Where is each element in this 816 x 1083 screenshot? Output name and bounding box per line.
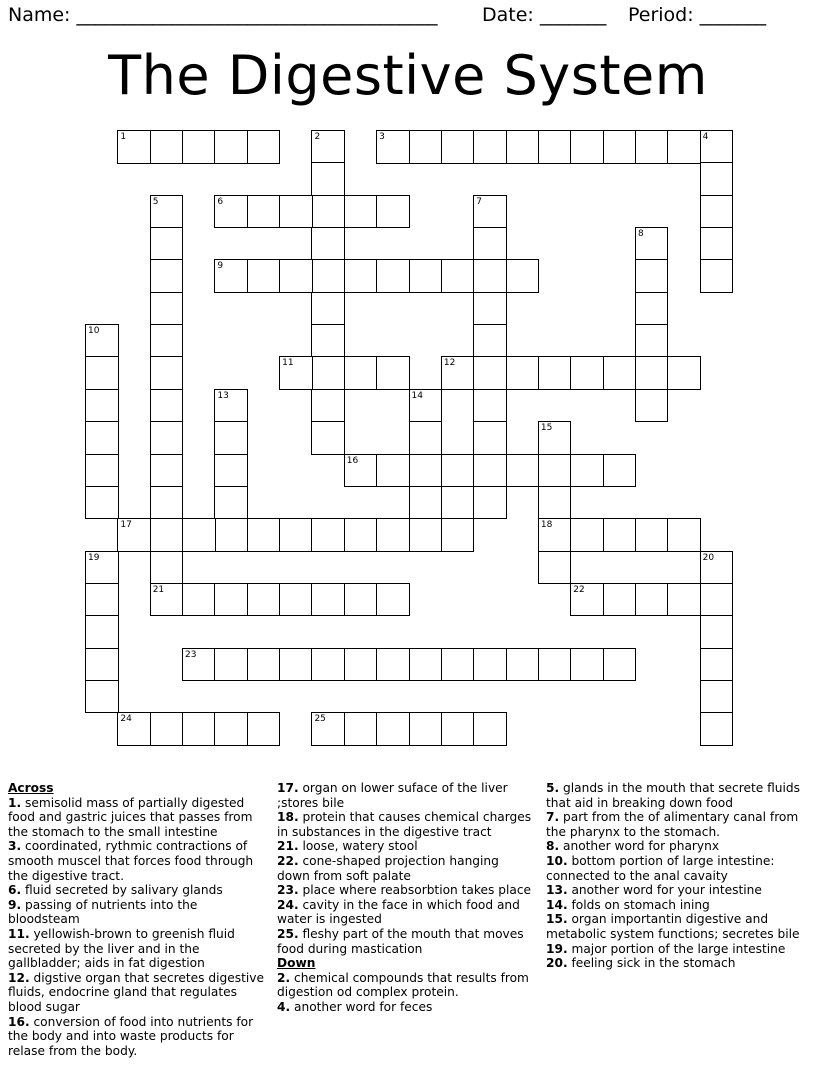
grid-cell[interactable]	[473, 292, 507, 326]
grid-cell[interactable]	[182, 712, 216, 746]
grid-cell[interactable]	[182, 648, 216, 682]
grid-cell[interactable]	[279, 195, 313, 229]
grid-cell[interactable]	[409, 259, 443, 293]
clue-number: 4	[702, 132, 709, 142]
grid-cell[interactable]	[700, 583, 734, 617]
grid-cell[interactable]	[214, 421, 248, 455]
grid-cell[interactable]	[247, 130, 281, 164]
grid-cell[interactable]	[311, 227, 345, 261]
clue-down-15: 15. organ importantin digestive and metabolic system functions; secretes bile	[546, 912, 800, 941]
grid-cell[interactable]	[473, 227, 507, 261]
grid-cell[interactable]	[506, 130, 540, 164]
grid-cell[interactable]	[667, 518, 701, 552]
grid-cell[interactable]	[506, 648, 540, 682]
clue-across-6: 6. fluid secreted by salivary glands	[8, 883, 223, 898]
grid-cell[interactable]	[700, 195, 734, 229]
clue-down-20: 20. feeling sick in the stomach	[546, 956, 736, 971]
clue-number: 6	[217, 196, 224, 207]
grid-cell[interactable]	[409, 712, 443, 746]
grid-cell[interactable]	[311, 712, 345, 746]
clue-across-17: 17. organ on lower suface of the liver ;stores bile	[277, 781, 508, 810]
grid-cell[interactable]	[506, 356, 540, 390]
grid-cell[interactable]	[376, 195, 410, 229]
grid-cell[interactable]	[700, 130, 734, 164]
grid-cell[interactable]	[473, 648, 507, 682]
grid-cell[interactable]	[150, 454, 184, 488]
grid-cell[interactable]	[311, 518, 345, 552]
grid-cell[interactable]	[667, 356, 701, 390]
grid-cell[interactable]	[409, 454, 443, 488]
grid-cell[interactable]	[441, 356, 475, 390]
clue-across-16: 16. conversion of food into nutrients for the body and into waste products for relase from the body.	[8, 1014, 254, 1058]
clue-across-23: 23. place where reabsorbtion takes place	[277, 883, 532, 898]
grid-cell[interactable]	[538, 421, 572, 455]
grid-cell[interactable]	[85, 389, 119, 423]
grid-cell[interactable]	[150, 130, 184, 164]
grid-cell[interactable]	[700, 615, 734, 649]
grid-cell[interactable]	[214, 259, 248, 293]
clue-across-11: 11. yellowish-brown to greenish fluid secreted by the liver and in the gallbladder; aids in fat digestion	[8, 926, 235, 971]
grid-cell[interactable]	[667, 583, 701, 617]
grid-cell[interactable]	[344, 518, 378, 552]
clue-number: 2	[314, 132, 321, 142]
grid-cell[interactable]	[214, 130, 248, 164]
grid-cell[interactable]	[667, 130, 701, 164]
grid-cell[interactable]	[150, 292, 184, 326]
grid-cell[interactable]	[247, 648, 281, 682]
grid-cell[interactable]	[409, 421, 443, 455]
clue-number: 23	[185, 649, 197, 660]
grid-cell[interactable]	[247, 712, 281, 746]
grid-cell[interactable]	[117, 518, 151, 552]
clues-column-3	[546, 781, 810, 971]
grid-cell[interactable]	[473, 454, 507, 488]
clue-across-21: 21. loose, watery stool	[277, 839, 418, 854]
grid-cell[interactable]	[538, 551, 572, 585]
grid-cell[interactable]	[376, 648, 410, 682]
grid-cell[interactable]	[570, 454, 604, 488]
grid-cell[interactable]	[376, 130, 410, 164]
grid-cell[interactable]	[473, 356, 507, 390]
grid-cell[interactable]	[311, 583, 345, 617]
grid-cell[interactable]	[635, 389, 669, 423]
grid-cell[interactable]	[150, 583, 184, 617]
clue-number: 22	[573, 584, 585, 595]
clue-number: 18	[540, 520, 553, 531]
clue-number: 11	[282, 358, 294, 369]
grid-cell[interactable]	[570, 583, 604, 617]
grid-cell[interactable]	[85, 615, 119, 649]
grid-cell[interactable]	[85, 648, 119, 682]
grid-cell[interactable]	[700, 551, 734, 585]
clue-across-12: 12. digstive organ that secretes digestive fluids, endocrine gland that regulates blood sugar	[8, 970, 264, 1014]
grid-cell[interactable]	[311, 389, 345, 423]
grid-cell[interactable]	[538, 518, 572, 552]
clue-down-8: 8. another word for pharynx	[546, 839, 720, 854]
grid-cell[interactable]	[150, 389, 184, 423]
clue-number: 19	[88, 552, 100, 563]
clues-column-2	[277, 781, 532, 1015]
clue-down-5: 5. glands in the mouth that secrete fluids that aid in breaking down food	[546, 781, 801, 810]
grid-cell[interactable]	[603, 583, 637, 617]
clue-down-19: 19. major portion of the large intestine	[546, 941, 786, 956]
grid-cell[interactable]	[700, 227, 734, 261]
clue-across-3: 3. coordinated, rythmic contractions of smooth muscel that forces food through the digestive tract.	[8, 839, 254, 883]
grid-cell[interactable]	[214, 454, 248, 488]
grid-cell[interactable]	[85, 551, 119, 585]
grid-cell[interactable]	[570, 518, 604, 552]
grid-cell[interactable]	[441, 648, 475, 682]
grid-cell[interactable]	[570, 356, 604, 390]
grid-cell[interactable]	[441, 712, 475, 746]
across-heading: Across	[8, 781, 54, 795]
grid-cell[interactable]	[150, 324, 184, 358]
clue-across-9: 9. passing of nutrients into the bloodsteam	[8, 897, 198, 927]
grid-cell[interactable]	[182, 130, 216, 164]
clue-number: 17	[120, 520, 132, 531]
clue-down-7: 7. part from the of alimentary canal from the pharynx to the stomach.	[546, 810, 799, 839]
grid-cell[interactable]	[311, 130, 345, 164]
clue-number: 8	[637, 229, 644, 240]
grid-cell[interactable]	[279, 518, 313, 552]
grid-cell[interactable]	[214, 518, 248, 552]
grid-cell[interactable]	[85, 454, 119, 488]
grid-cell[interactable]	[214, 389, 248, 423]
clue-number: 16	[346, 455, 359, 466]
grid-cell[interactable]	[635, 292, 669, 326]
grid-cell[interactable]	[376, 518, 410, 552]
grid-cell[interactable]	[344, 712, 378, 746]
grid-cell[interactable]	[570, 648, 604, 682]
clue-down-10: 10. bottom portion of large intestine: connected to the anal cavaity	[546, 853, 775, 883]
clue-number: 9	[217, 261, 224, 272]
grid-cell[interactable]	[538, 356, 572, 390]
grid-cell[interactable]	[635, 259, 669, 293]
grid-cell[interactable]	[473, 486, 507, 520]
grid-cell[interactable]	[700, 712, 734, 746]
page-title: The Digestive System	[108, 44, 708, 107]
grid-cell[interactable]	[409, 518, 443, 552]
grid-cell[interactable]	[635, 227, 669, 261]
grid-cell[interactable]	[409, 648, 443, 682]
grid-cell[interactable]	[376, 259, 410, 293]
grid-cell[interactable]	[117, 712, 151, 746]
grid-cell[interactable]	[247, 583, 281, 617]
grid-cell[interactable]	[441, 454, 475, 488]
grid-cell[interactable]	[150, 195, 184, 229]
grid-cell[interactable]	[635, 130, 669, 164]
grid-cell[interactable]	[700, 648, 734, 682]
grid-cell[interactable]	[182, 518, 216, 552]
grid-cell[interactable]	[279, 259, 313, 293]
clue-across-22: 22. cone-shaped projection hanging down from soft palate	[277, 853, 499, 883]
grid-cell[interactable]	[214, 486, 248, 520]
clue-number: 14	[411, 390, 423, 401]
grid-cell[interactable]	[150, 712, 184, 746]
clue-number: 20	[702, 552, 715, 563]
grid-cell[interactable]	[85, 486, 119, 520]
grid-cell[interactable]	[409, 486, 443, 520]
grid-cell[interactable]	[635, 356, 669, 390]
grid-cell[interactable]	[150, 356, 184, 390]
grid-cell[interactable]	[376, 454, 410, 488]
grid-cell[interactable]	[570, 130, 604, 164]
grid-cell[interactable]	[473, 389, 507, 423]
grid-cell[interactable]	[247, 518, 281, 552]
grid-cell[interactable]	[279, 356, 313, 390]
clue-number: 7	[476, 196, 482, 207]
grid-cell[interactable]	[441, 259, 475, 293]
clue-across-1: 1. semisolid mass of partially digested food and gastric juices that passes from the stomach to the small intestine	[8, 795, 253, 839]
grid-cell[interactable]	[311, 324, 345, 358]
grid-cell[interactable]	[150, 551, 184, 585]
grid-cell[interactable]	[311, 259, 345, 293]
grid-cell[interactable]	[344, 259, 378, 293]
date-field-label[interactable]: Date: _______	[482, 4, 607, 26]
grid-cell[interactable]	[603, 130, 637, 164]
grid-cell[interactable]	[506, 454, 540, 488]
clue-down-13: 13. another word for your intestine	[546, 883, 762, 898]
grid-cell[interactable]	[538, 454, 572, 488]
grid-cell[interactable]	[344, 583, 378, 617]
grid-cell[interactable]	[247, 195, 281, 229]
grid-cell[interactable]	[85, 583, 119, 617]
grid-cell[interactable]	[635, 583, 669, 617]
grid-cell[interactable]	[441, 130, 475, 164]
grid-cell[interactable]	[376, 712, 410, 746]
clue-down-4: 4. another word for feces	[277, 999, 433, 1014]
down-heading: Down	[277, 956, 316, 971]
clue-number: 13	[217, 390, 229, 401]
grid-cell[interactable]	[344, 648, 378, 682]
clue-number: 25	[314, 714, 326, 725]
clue-across-24: 24. cavity in the face in which food and water is ingested	[277, 897, 520, 927]
grid-cell[interactable]	[473, 195, 507, 229]
clue-number: 10	[88, 326, 100, 337]
clue-number: 15	[540, 423, 553, 434]
grid-cell[interactable]	[279, 583, 313, 617]
grid-cell[interactable]	[473, 712, 507, 746]
grid-cell[interactable]	[538, 486, 572, 520]
grid-cell[interactable]	[344, 454, 378, 488]
grid-cell[interactable]	[117, 130, 151, 164]
grid-cell[interactable]	[538, 130, 572, 164]
grid-cell[interactable]	[150, 259, 184, 293]
clue-number: 24	[120, 714, 132, 725]
grid-cell[interactable]	[85, 324, 119, 358]
period-field-label[interactable]: Period: _______	[628, 4, 767, 26]
grid-cell[interactable]	[311, 195, 345, 229]
grid-cell[interactable]	[635, 324, 669, 358]
grid-cell[interactable]	[214, 712, 248, 746]
grid-cell[interactable]	[214, 195, 248, 229]
clue-number: 12	[443, 358, 456, 369]
grid-cell[interactable]	[279, 648, 313, 682]
clue-number: 5	[152, 196, 159, 207]
grid-cell[interactable]	[182, 583, 216, 617]
grid-cell[interactable]	[409, 130, 443, 164]
grid-cell[interactable]	[700, 162, 734, 196]
grid-cell[interactable]	[247, 259, 281, 293]
grid-cell[interactable]	[150, 421, 184, 455]
grid-cell[interactable]	[311, 292, 345, 326]
grid-cell[interactable]	[700, 680, 734, 714]
grid-cell[interactable]	[85, 680, 119, 714]
grid-cell[interactable]	[214, 583, 248, 617]
grid-cell[interactable]	[311, 421, 345, 455]
grid-cell[interactable]	[473, 324, 507, 358]
grid-cell[interactable]	[603, 356, 637, 390]
grid-cell[interactable]	[473, 421, 507, 455]
clue-across-18: 18. protein that causes chemical charges in substances in the digestive tract	[277, 810, 532, 839]
grid-cell[interactable]	[311, 356, 345, 390]
grid-cell[interactable]	[214, 648, 248, 682]
grid-cell[interactable]	[700, 259, 734, 293]
grid-cell[interactable]	[603, 518, 637, 552]
grid-cell[interactable]	[85, 356, 119, 390]
clue-number: 1	[120, 132, 127, 142]
clues-column-1	[8, 781, 266, 1058]
grid-cell[interactable]	[635, 518, 669, 552]
grid-cell[interactable]	[376, 356, 410, 390]
name-field-label[interactable]: Name: ______________________________________	[8, 4, 438, 26]
grid-cell[interactable]	[311, 648, 345, 682]
grid-cell[interactable]	[441, 518, 475, 552]
clue-across-25: 25. fleshy part of the mouth that moves food during mastication	[277, 926, 524, 956]
grid-cell[interactable]	[506, 259, 540, 293]
grid-cell[interactable]	[538, 648, 572, 682]
clue-number: 3	[379, 132, 385, 142]
grid-cell[interactable]	[150, 227, 184, 261]
grid-cell[interactable]	[376, 583, 410, 617]
grid-cell[interactable]	[344, 195, 378, 229]
grid-cell[interactable]	[150, 518, 184, 552]
grid-cell[interactable]	[344, 356, 378, 390]
clue-down-2: 2. chemical compounds that results from digestion od complex protein.	[277, 970, 529, 1000]
grid-cell[interactable]	[473, 130, 507, 164]
grid-cell[interactable]	[603, 648, 637, 682]
grid-cell[interactable]	[85, 421, 119, 455]
clue-number: 21	[152, 584, 165, 595]
clue-down-14: 14. folds on stomach ining	[546, 897, 710, 912]
grid-cell[interactable]	[150, 486, 184, 520]
grid-cell[interactable]	[311, 162, 345, 196]
grid-cell[interactable]	[409, 389, 443, 423]
grid-cell[interactable]	[603, 454, 637, 488]
grid-cell[interactable]	[473, 259, 507, 293]
